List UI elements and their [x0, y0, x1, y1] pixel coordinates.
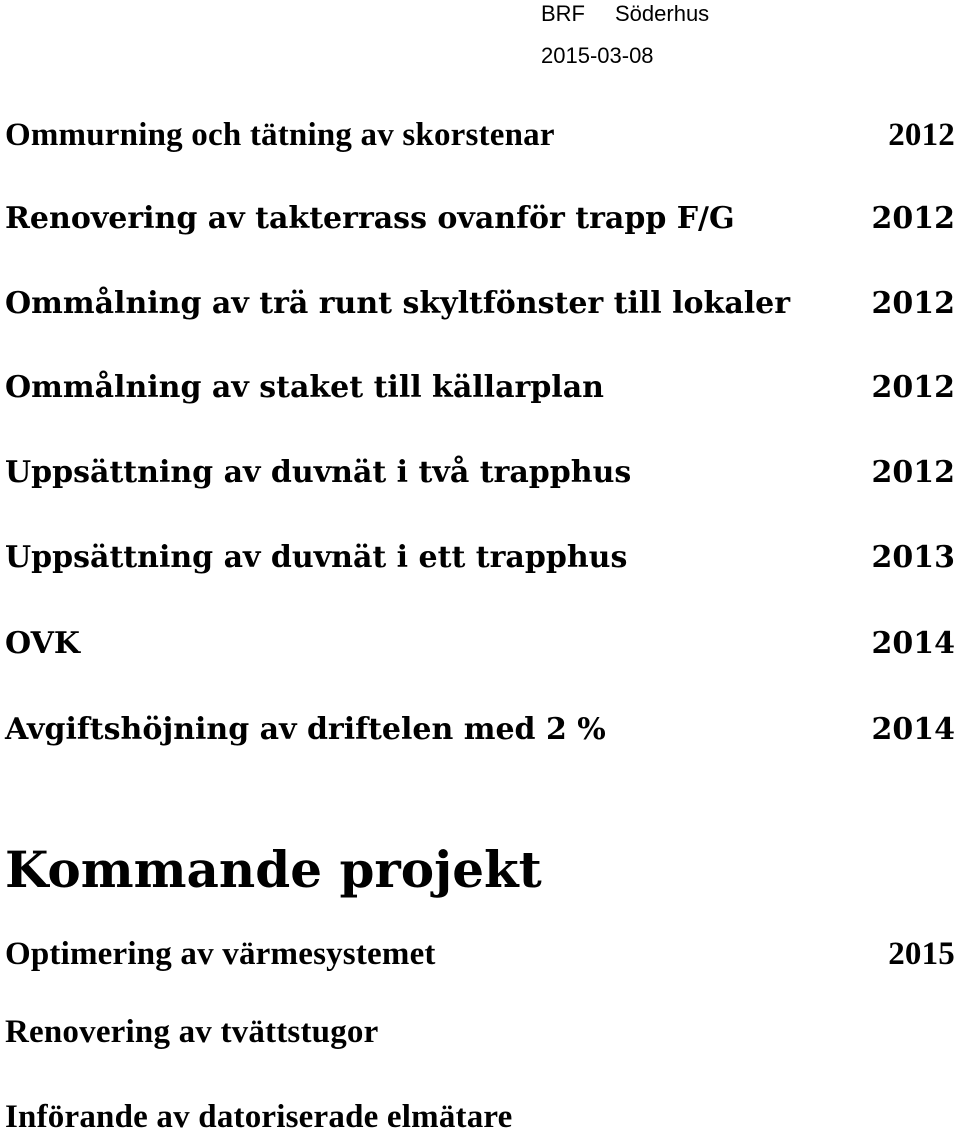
project-year: 2013 — [871, 540, 955, 575]
project-year: 2012 — [871, 286, 955, 321]
header-org-line — [541, 0, 709, 28]
project-label: Ommålning av staket till källarplan — [5, 370, 604, 405]
upcoming-project-label: Införande av datoriserade elmätare — [5, 1099, 513, 1135]
project-label: Renovering av takterrass ovanför trapp F/G — [5, 201, 735, 236]
project-row — [5, 115, 955, 155]
project-label: Avgiftshöjning av driftelen med 2 % — [5, 712, 606, 747]
document-date: 2015-03-08 — [541, 43, 654, 68]
project-year: 2012 — [871, 201, 955, 236]
upcoming-project-row — [5, 1097, 955, 1137]
project-label: Ommurning och tätning av skorstenar — [5, 117, 555, 153]
project-row — [5, 453, 955, 493]
upcoming-project-year: 2015 — [888, 936, 955, 972]
project-row — [5, 199, 955, 239]
project-year: 2012 — [871, 455, 955, 490]
project-label: OVK — [5, 626, 80, 661]
project-year: 2014 — [871, 712, 955, 747]
project-year: 2012 — [871, 370, 955, 405]
org-type: BRF — [541, 1, 585, 26]
project-row — [5, 624, 955, 664]
project-row — [5, 368, 955, 408]
project-row — [5, 538, 955, 578]
project-label: Uppsättning av duvnät i två trapphus — [5, 455, 632, 490]
upcoming-project-label: Renovering av tvättstugor — [5, 1014, 379, 1050]
upcoming-project-row — [5, 1012, 955, 1052]
project-label: Uppsättning av duvnät i ett trapphus — [5, 540, 628, 575]
org-name: Söderhus — [615, 1, 710, 26]
project-year: 2014 — [871, 626, 955, 661]
upcoming-project-row — [5, 934, 955, 974]
project-row — [5, 710, 955, 750]
upcoming-projects-heading: Kommande projekt — [5, 840, 542, 899]
project-year: 2012 — [888, 117, 955, 153]
project-row — [5, 284, 955, 324]
upcoming-project-label: Optimering av värmesystemet — [5, 936, 436, 972]
project-label: Ommålning av trä runt skyltfönster till lokaler — [5, 286, 791, 321]
